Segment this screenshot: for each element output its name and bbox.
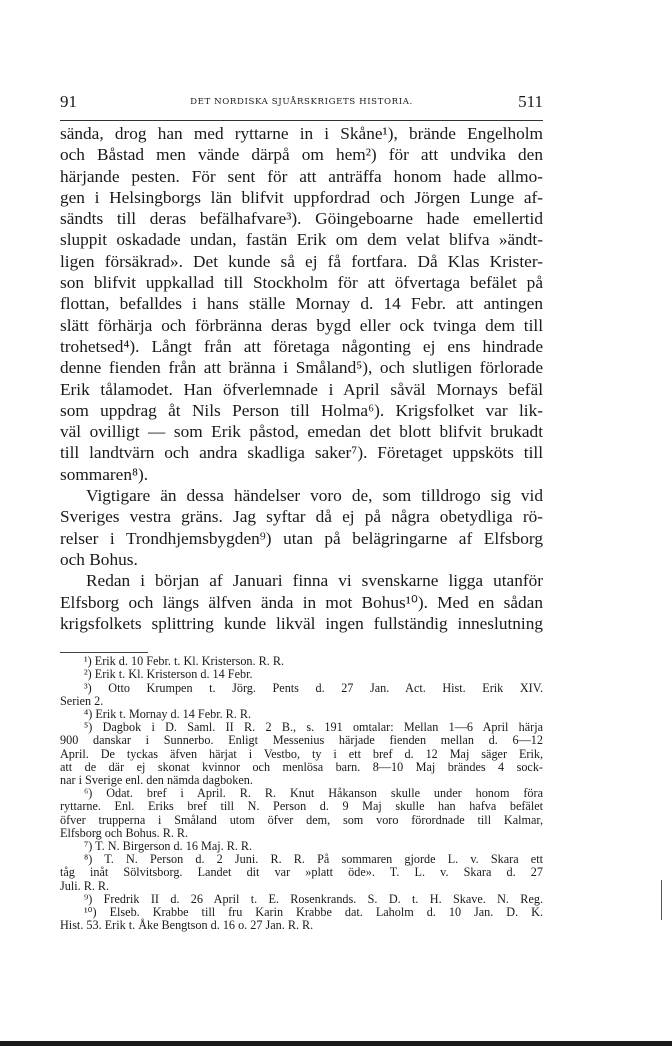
body-line: härjande pesten. För sent för att anträffa honom hade allmo- [60, 166, 543, 186]
footnote-line: tåg inåt Sölvitsborg. Landet dit var »platt öde». T. L. v. Skara d. 27 [60, 865, 543, 880]
footnote-line: ¹⁰) Elseb. Krabbe till fru Karin Krabbe dat. Laholm d. 10 Jan. D. K. [84, 904, 543, 919]
footnotes [60, 655, 543, 932]
body-line: slätt förhärja och förbränna deras bygd eller ock tvinga dem till [60, 315, 543, 335]
footnote-line: ²) Erik t. Kl. Kristerson d. 14 Febr. [84, 667, 253, 682]
footnote-line: 900 danskar i Sunnerbo. Enligt Messenius härjade fienden mellan d. 6—12 [60, 733, 543, 748]
footnote-line: att de där ej skonat kvinnor och menlösa barn. 8—10 Maj brändes 4 sock- [60, 759, 543, 774]
body-line: sända, drog han med ryttarne in i Skåne¹), brände Engelholm [60, 124, 543, 143]
body-line: Erik tålamodet. Han öfverlemnade i April såväl Mornays befäl [60, 379, 543, 399]
footnote-line: ⁷) T. N. Birgerson d. 16 Maj. R. R. [84, 838, 253, 853]
page-number-right: 511 [518, 92, 543, 111]
body-line: Elfsborg och längs älfven ända in mot Bohus¹⁰). Med en sådan [60, 592, 543, 612]
footnote-line: April. De tyckas äfven härjat i Vestbo, ty i ett bref d. 12 Maj säger Erik, [60, 746, 543, 761]
body-line: sändts till deras befälhafvare³). Göingeboarne hade emellertid [60, 209, 543, 229]
footnote-rule [60, 652, 148, 653]
footnote-line: Elfsborg och Bohus. R. R. [60, 825, 189, 840]
footnote-line: nar i Sverige enl. den nämda dagboken. [60, 772, 253, 787]
footnote-line: ⁸) T. N. Person d. 2 Juni. R. R. På sommaren gjorde L. v. Skara ett [84, 852, 543, 867]
body-line: Redan i början af Januari finna vi svenskarne ligga utanför [86, 571, 543, 591]
header-rule [60, 120, 543, 121]
body-line: gen i Helsingborgs län blifvit uppfordrad och Jörgen Lunge af- [60, 187, 543, 207]
footnote-line: öfver trupperna i Småland utom öfver dem, som voro förordnade till Kalmar, [60, 812, 543, 827]
body-line: Vigtigare än dessa händelser voro de, som tilldrogo sig vid [86, 486, 543, 506]
body-text [60, 123, 543, 634]
running-title: DET NORDISKA SJUÅRSKRIGETS HISTORIA. [190, 97, 413, 107]
footnote-line: Serien 2. [60, 693, 104, 708]
footnote-line: ⁹) Fredrik II d. 26 April t. E. Rosenkrands. S. D. t. H. Skave. N. Reg. [84, 891, 543, 906]
body-line: krigsfolkets splittring kunde likväl ingen fullständig inneslutning [60, 613, 543, 633]
footnote-line: ⁶) Odat. bref i April. R. R. Knut Håkanson skulle under honom föra [84, 786, 543, 801]
body-line: relser i Trondhjemsbygden⁹) utan på belägringarne af Elfsborg [60, 528, 543, 548]
footnote-line: Juli. R. R. [60, 878, 110, 893]
body-line: sluppit oskadade undan, fastän Erik om dem velat blifva »ändt- [60, 230, 543, 250]
footnote-line: ⁴) Erik t. Mornay d. 14 Febr. R. R. [84, 706, 252, 721]
body-line: denne fienden från att bränna i Småland⁵), och slutligen förlorade [60, 358, 543, 378]
body-line: son blifvit uppkallad till Stockholm för att öfvertaga befälet på [60, 273, 543, 293]
body-line: väl ovilligt — som Erik påstod, emedan det blott blifvit brukadt [60, 422, 543, 442]
body-line: Sveriges vestra gräns. Jag syftar då ej på några obetydliga rö- [60, 507, 543, 527]
page-edge-mark [661, 880, 662, 920]
body-line: flottan, befalldes i hans ställe Mornay d. 14 Febr. att antingen [60, 294, 543, 314]
body-line: ligen försäkrad». Det kunde så ej få fortfara. Då Klas Krister- [60, 251, 543, 271]
body-line: som uppdrag åt Nils Person till Holma⁶). Krigsfolket var lik- [60, 400, 543, 420]
page-header [60, 92, 543, 116]
book-page [60, 92, 543, 932]
footnote-line: Hist. 53. Erik t. Åke Bengtson d. 16 o. 27 Jan. R. R. [60, 918, 314, 933]
body-line: och Bohus. [60, 549, 138, 569]
body-line: trohetsed⁴). Långt från att företaga någonting ej ens hindrade [60, 336, 543, 356]
footnote-line: ¹) Erik d. 10 Febr. t. Kl. Kristerson. R. R. [84, 654, 284, 669]
footnote-line: ⁵) Dagbok i D. Saml. II R. 2 B., s. 191 omtalar: Mellan 1—6 April härja [84, 720, 543, 735]
footnote-line: ³) Otto Krumpen t. Jörg. Pents d. 27 Jan. Act. Hist. Erik XIV. [84, 680, 543, 695]
scan-bottom-edge [0, 1041, 672, 1046]
footnote-line: ryttarne. Enl. Eriks bref till N. Person d. 9 Maj skulle han hafva befälet [60, 799, 543, 814]
body-line: och Båstad men vände därpå om hem²) för att undvika den [60, 145, 543, 165]
body-line: till landtvärn och andra skadliga saker⁷). Företaget uppsköts till [60, 443, 543, 463]
page-number-left: 91 [60, 92, 77, 111]
body-line: sommaren⁸). [60, 464, 149, 484]
